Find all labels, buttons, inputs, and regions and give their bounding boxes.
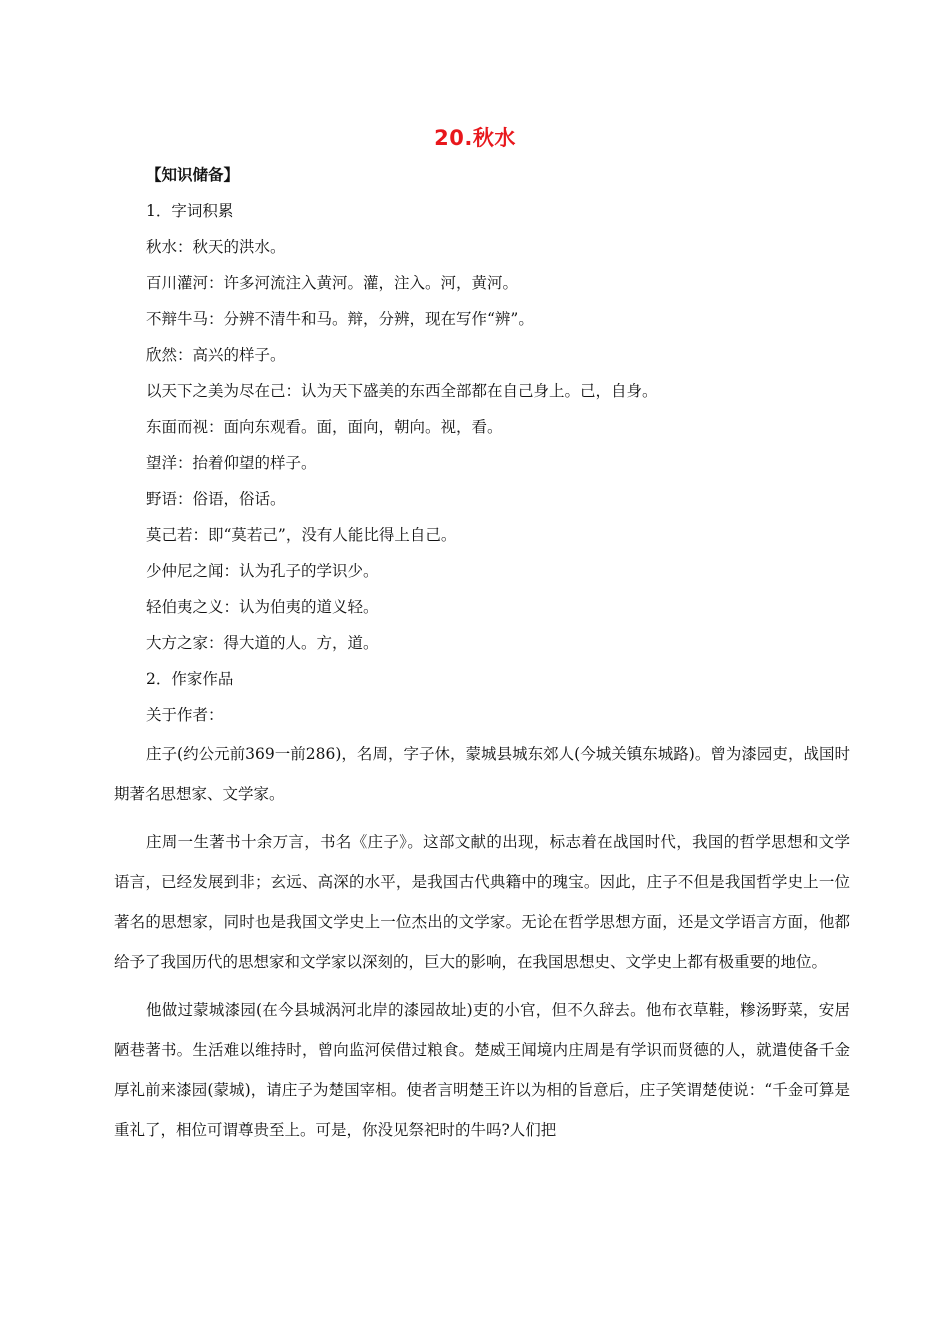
vocab-entry: 百川灌河：许多河流注入黄河。灌，注入。河，黄河。 — [146, 274, 519, 292]
vocab-entry: 大方之家：得大道的人。方，道。 — [146, 634, 379, 652]
author-biography — [114, 734, 850, 1150]
vocab-entry: 秋水：秋天的洪水。 — [146, 238, 286, 256]
vocab-entry: 野语：俗语，俗话。 — [146, 490, 286, 508]
paragraph: 他做过蒙城漆园(在今县城涡河北岸的漆园故址)吏的小官，但不久辞去。他布衣草鞋，糁汤野菜，安居陋巷著书。生活难以维持时，曾向监河侯借过粮食。楚威王闻境内庄周是有学识而贤德的人，就遣使备千金厚礼前来漆园(蒙城)，请庄子为楚国宰相。使者言明楚王许以为相的旨意后，庄子笑谓楚使说：“千金可算是重礼了，相位可谓尊贵至上。可是，你没见祭祀时的牛吗?人们把 — [114, 1001, 850, 1139]
paragraph: 庄周一生著书十余万言，书名《庄子》。这部文献的出现，标志着在战国时代，我国的哲学思想和文学语言，已经发展到非；玄远、高深的水平，是我国古代典籍中的瑰宝。因此，庄子不但是我国哲学史上一位著名的思想家，同时也是我国文学史上一位杰出的文学家。无论在哲学思想方面，还是文学语言方面，他都给予了我国历代的思想家和文学家以深刻的，巨大的影响，在我国思想史、文学史上都有极重要的地位。 — [114, 833, 850, 971]
vocab-entry: 东面而视：面向东观看。面，面向，朝向。视，看。 — [146, 418, 503, 436]
vocab-entry: 莫己若：即“莫若己”，没有人能比得上自己。 — [146, 526, 457, 544]
document-title: 20.秋水 — [434, 126, 516, 150]
subsection-heading: 1．字词积累 — [146, 202, 234, 220]
subsection-heading: 2．作家作品 — [146, 670, 234, 688]
section-heading: 【知识储备】 — [146, 165, 240, 184]
vocab-entry: 少仲尼之闻：认为孔子的学识少。 — [146, 562, 379, 580]
vocab-entry: 以天下之美为尽在己：认为天下盛美的东西全部都在自己身上。己，自身。 — [146, 382, 658, 400]
vocabulary-list — [146, 198, 846, 738]
paragraph: 庄子(约公元前369一前286)，名周，字子休，蒙城县城东郊人(今城关镇东城路)。曾为漆园吏，战国时期著名思想家、文学家。 — [114, 745, 850, 803]
vocab-entry: 欣然：高兴的样子。 — [146, 346, 286, 364]
about-author-label: 关于作者： — [146, 706, 224, 724]
vocab-entry: 不辩牛马：分辨不清牛和马。辩，分辨，现在写作“辨”。 — [146, 310, 534, 328]
vocab-entry: 望洋：抬着仰望的样子。 — [146, 454, 317, 472]
vocab-entry: 轻伯夷之义：认为伯夷的道义轻。 — [146, 598, 379, 616]
